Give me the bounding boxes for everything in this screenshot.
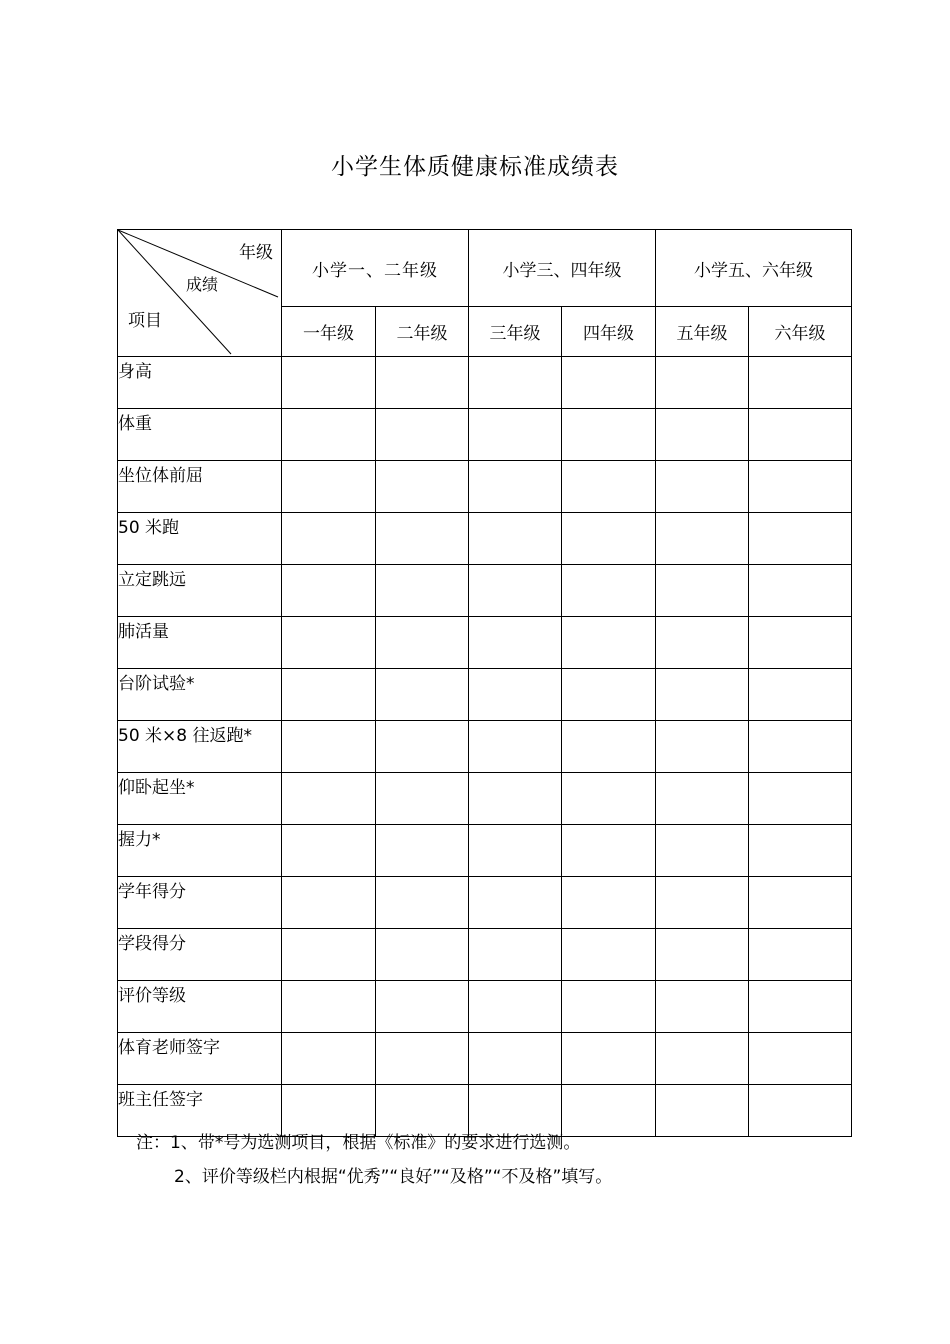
score-cell[interactable] [376, 513, 469, 565]
score-cell[interactable] [562, 513, 656, 565]
score-cell[interactable] [562, 409, 656, 461]
score-cell[interactable] [562, 721, 656, 773]
score-cell[interactable] [749, 773, 852, 825]
score-cell[interactable] [282, 357, 376, 409]
score-cell[interactable] [749, 981, 852, 1033]
table-row [118, 929, 852, 981]
table-row [118, 877, 852, 929]
row-label: 50 米跑 [118, 513, 282, 565]
score-cell[interactable] [656, 461, 749, 513]
score-cell[interactable] [749, 1085, 852, 1137]
row-label: 评价等级 [118, 981, 282, 1033]
score-cell[interactable] [656, 565, 749, 617]
score-cell[interactable] [656, 721, 749, 773]
score-cell[interactable] [282, 981, 376, 1033]
grade-header: 二年级 [376, 307, 469, 357]
score-cell[interactable] [376, 1033, 469, 1085]
table-row [118, 513, 852, 565]
score-cell[interactable] [469, 409, 562, 461]
score-cell[interactable] [376, 825, 469, 877]
score-cell[interactable] [656, 617, 749, 669]
score-cell[interactable] [469, 981, 562, 1033]
corner-grade-label: 年级 [239, 243, 273, 263]
score-cell[interactable] [376, 773, 469, 825]
score-cell[interactable] [376, 409, 469, 461]
score-cell[interactable] [469, 773, 562, 825]
score-cell[interactable] [749, 825, 852, 877]
score-cell[interactable] [562, 565, 656, 617]
score-cell[interactable] [469, 357, 562, 409]
score-cell[interactable] [749, 721, 852, 773]
corner-score-label: 成绩 [186, 275, 219, 294]
row-label: 50 米×8 往返跑* [118, 721, 282, 773]
table-row [118, 461, 852, 513]
score-cell[interactable] [562, 877, 656, 929]
score-cell[interactable] [562, 461, 656, 513]
score-cell[interactable] [656, 825, 749, 877]
score-cell[interactable] [749, 1033, 852, 1085]
score-cell[interactable] [656, 1085, 749, 1137]
score-cell[interactable] [282, 669, 376, 721]
group-header-3-4: 小学三、四年级 [469, 230, 656, 307]
score-cell[interactable] [656, 929, 749, 981]
score-cell[interactable] [749, 409, 852, 461]
score-cell[interactable] [562, 981, 656, 1033]
score-cell[interactable] [749, 617, 852, 669]
score-cell[interactable] [656, 877, 749, 929]
table-row [118, 357, 852, 409]
score-cell[interactable] [282, 877, 376, 929]
row-label: 身高 [118, 357, 282, 409]
score-cell[interactable] [469, 565, 562, 617]
table-body [118, 357, 852, 1137]
score-cell[interactable] [469, 721, 562, 773]
grade-header: 六年级 [749, 307, 852, 357]
grade-header: 五年级 [656, 307, 749, 357]
table-row [118, 1085, 852, 1137]
score-cell[interactable] [749, 669, 852, 721]
score-cell[interactable] [469, 1033, 562, 1085]
score-cell[interactable] [376, 617, 469, 669]
score-cell[interactable] [749, 513, 852, 565]
table-row [118, 981, 852, 1033]
score-cell[interactable] [656, 409, 749, 461]
score-cell[interactable] [656, 357, 749, 409]
grade-header: 一年级 [282, 307, 376, 357]
grade-header: 四年级 [562, 307, 656, 357]
page-title: 小学生体质健康标准成绩表 [331, 154, 619, 180]
score-cell[interactable] [376, 1085, 469, 1137]
score-cell[interactable] [749, 565, 852, 617]
score-cell[interactable] [469, 929, 562, 981]
score-cell[interactable] [282, 565, 376, 617]
corner-item-label: 项目 [128, 311, 162, 331]
score-table [117, 229, 852, 1137]
row-label: 坐位体前屈 [118, 461, 282, 513]
score-cell[interactable] [376, 565, 469, 617]
score-cell[interactable] [749, 357, 852, 409]
table-row [118, 565, 852, 617]
score-cell[interactable] [656, 1033, 749, 1085]
score-cell[interactable] [376, 669, 469, 721]
score-cell[interactable] [562, 773, 656, 825]
score-cell[interactable] [376, 461, 469, 513]
score-cell[interactable] [376, 877, 469, 929]
table-row [118, 669, 852, 721]
score-cell[interactable] [469, 513, 562, 565]
score-cell[interactable] [282, 929, 376, 981]
score-cell[interactable] [376, 721, 469, 773]
score-cell[interactable] [282, 461, 376, 513]
header-row-groups [118, 230, 852, 307]
score-cell[interactable] [562, 929, 656, 981]
score-cell[interactable] [562, 669, 656, 721]
group-header-1-2: 小学一、二年级 [282, 230, 469, 307]
table-row [118, 825, 852, 877]
score-cell[interactable] [469, 877, 562, 929]
row-label: 体育老师签字 [118, 1033, 282, 1085]
score-cell[interactable] [656, 513, 749, 565]
score-cell[interactable] [749, 929, 852, 981]
row-label: 肺活量 [118, 617, 282, 669]
table-row [118, 409, 852, 461]
score-cell[interactable] [282, 617, 376, 669]
row-label: 学段得分 [118, 929, 282, 981]
row-label: 台阶试验* [118, 669, 282, 721]
score-cell[interactable] [282, 825, 376, 877]
row-label: 握力* [118, 825, 282, 877]
score-cell[interactable] [749, 461, 852, 513]
score-cell[interactable] [376, 357, 469, 409]
score-cell[interactable] [562, 357, 656, 409]
score-cell[interactable] [469, 669, 562, 721]
score-cell[interactable] [376, 981, 469, 1033]
score-cell[interactable] [282, 409, 376, 461]
score-cell[interactable] [656, 669, 749, 721]
row-label: 班主任签字 [118, 1085, 282, 1137]
group-header-5-6: 小学五、六年级 [656, 230, 852, 307]
grade-header: 三年级 [469, 307, 562, 357]
score-cell[interactable] [282, 1085, 376, 1137]
score-cell[interactable] [749, 877, 852, 929]
score-cell[interactable] [282, 773, 376, 825]
score-cell[interactable] [562, 1033, 656, 1085]
corner-header-cell [118, 230, 282, 357]
score-cell[interactable] [562, 1085, 656, 1137]
row-label: 学年得分 [118, 877, 282, 929]
footnotes [136, 1131, 612, 1199]
row-label: 立定跳远 [118, 565, 282, 617]
row-label: 仰卧起坐* [118, 773, 282, 825]
score-cell[interactable] [376, 929, 469, 981]
score-cell[interactable] [469, 825, 562, 877]
table-row [118, 721, 852, 773]
score-cell[interactable] [282, 513, 376, 565]
score-cell[interactable] [562, 617, 656, 669]
score-cell[interactable] [469, 1085, 562, 1137]
score-cell[interactable] [656, 773, 749, 825]
score-cell[interactable] [469, 461, 562, 513]
footnote-2: 2、评价等级栏内根据“优秀”“良好”“及格”“不及格”填写。 [174, 1167, 613, 1187]
row-label: 体重 [118, 409, 282, 461]
score-cell[interactable] [469, 617, 562, 669]
score-cell[interactable] [282, 721, 376, 773]
score-cell[interactable] [282, 1033, 376, 1085]
footnote-1: 注：1、带*号为选测项目，根据《标准》的要求进行选测。 [136, 1133, 581, 1153]
table-row [118, 1033, 852, 1085]
table-row [118, 773, 852, 825]
score-cell[interactable] [562, 825, 656, 877]
score-cell[interactable] [656, 981, 749, 1033]
table-row [118, 617, 852, 669]
